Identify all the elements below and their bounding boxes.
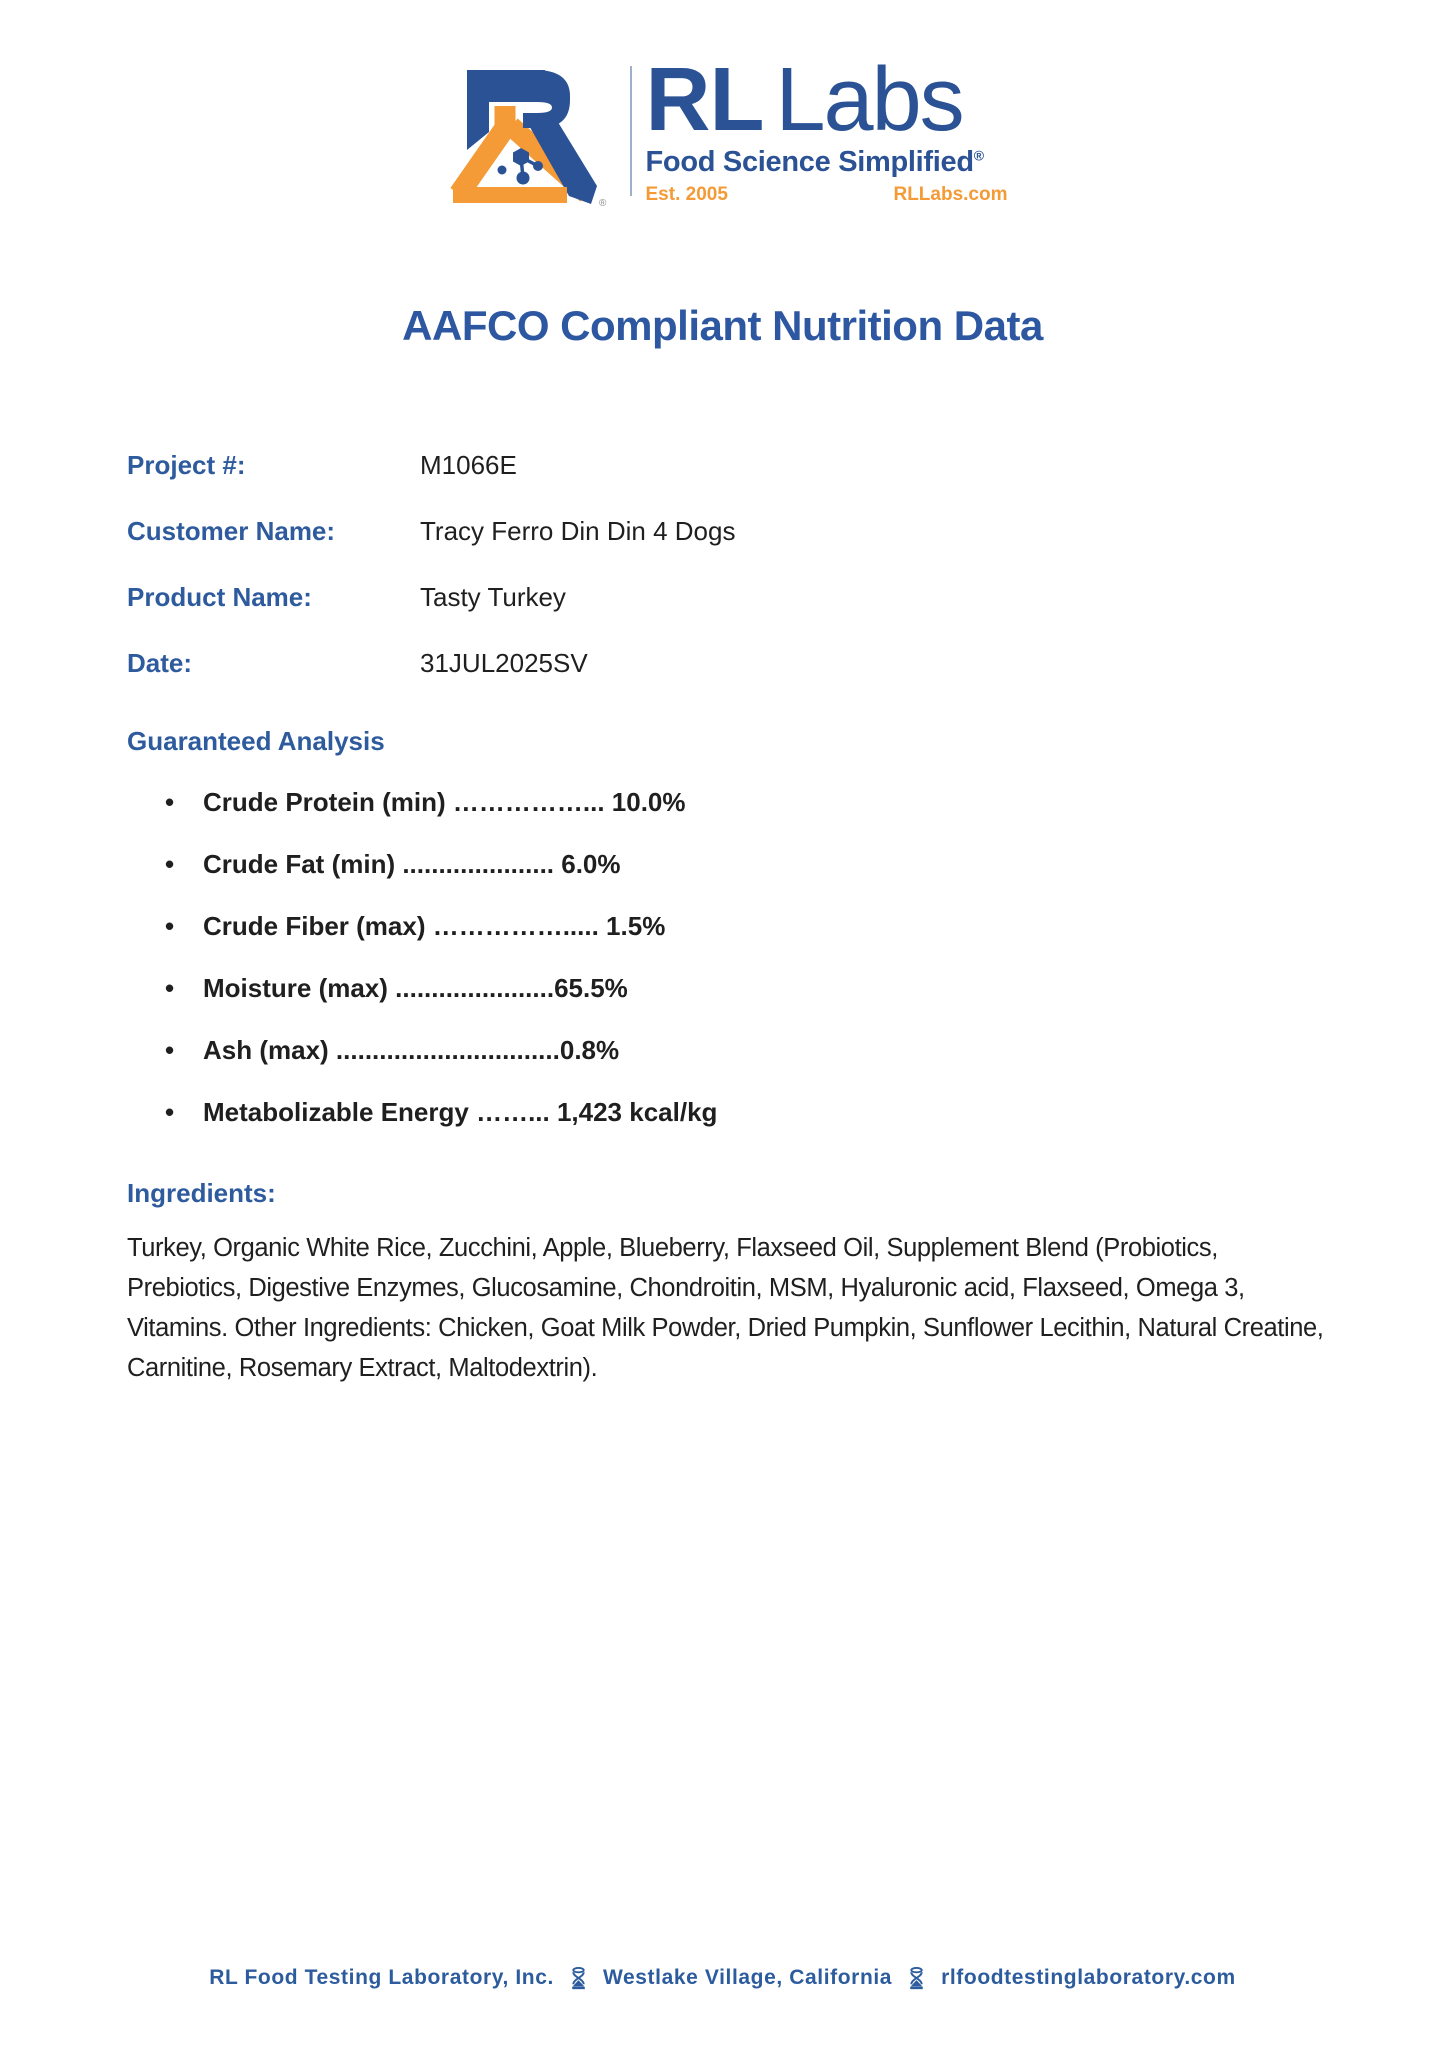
- footer-company: RL Food Testing Laboratory, Inc.: [209, 1966, 554, 1989]
- field-row-customer-name: [127, 514, 1318, 548]
- field-value: M1066E: [420, 450, 517, 480]
- list-item: [165, 848, 1445, 880]
- field-row-project-number: [127, 448, 1318, 482]
- bullet-icon: •: [165, 973, 175, 1003]
- ga-item-text: Crude Fat (min) ..................... 6.0%: [203, 849, 621, 879]
- list-item: [165, 910, 1445, 942]
- logo-header: [0, 0, 1445, 216]
- ga-item-text: Crude Fiber (max) ……………..... 1.5%: [203, 911, 666, 941]
- guaranteed-analysis-list: [165, 786, 1445, 1128]
- brand-name: [645, 50, 1008, 150]
- page-footer: [0, 1966, 1445, 1990]
- section-heading-ingredients: Ingredients:: [127, 1178, 276, 1208]
- field-label: Product Name:: [127, 582, 312, 612]
- hourglass-separator-icon: [570, 1967, 587, 1990]
- logo-wordmark: [645, 50, 1008, 206]
- registered-mark: ®: [973, 147, 984, 164]
- list-item: [165, 972, 1445, 1004]
- field-value: Tracy Ferro Din Din 4 Dogs: [420, 516, 736, 546]
- brand-labs: Labs: [775, 50, 963, 150]
- brand-rl: RL: [645, 50, 764, 150]
- brand-meta-row: [646, 184, 1008, 206]
- field-value: Tasty Turkey: [420, 582, 566, 612]
- page-title: AAFCO Compliant Nutrition Data: [402, 302, 1043, 349]
- field-value: 31JUL2025SV: [420, 648, 588, 678]
- bullet-icon: •: [165, 1035, 175, 1065]
- bullet-icon: •: [165, 1097, 175, 1127]
- field-label: Customer Name:: [127, 516, 336, 546]
- footer-location: Westlake Village, California: [602, 1966, 893, 1989]
- list-item: [165, 1096, 1445, 1128]
- list-item: [165, 1034, 1445, 1066]
- bullet-icon: •: [165, 787, 175, 817]
- list-item: [165, 786, 1445, 818]
- ga-item-text: Metabolizable Energy ……... 1,423 kcal/kg: [203, 1097, 718, 1127]
- section-heading-guaranteed-analysis: Guaranteed Analysis: [127, 726, 385, 756]
- ga-item-text: Crude Protein (min) ……………... 10.0%: [203, 787, 686, 817]
- rl-labs-flask-logo-icon: [438, 56, 620, 216]
- field-row-product-name: [127, 580, 1318, 614]
- field-row-date: [127, 646, 1318, 680]
- project-info-section: [127, 448, 1318, 680]
- registered-mark-logo: ®: [598, 198, 606, 209]
- established-label: Est. 2005: [645, 184, 728, 205]
- field-label: Project #:: [127, 450, 246, 480]
- brand-website: RLLabs.com: [893, 184, 1008, 205]
- bullet-icon: •: [165, 911, 175, 941]
- ga-item-text: Ash (max) ...............................0.8%: [203, 1035, 620, 1065]
- hourglass-separator-icon: [908, 1967, 925, 1990]
- field-label: Date:: [127, 648, 193, 678]
- footer-website: rlfoodtestinglaboratory.com: [941, 1966, 1236, 1989]
- ingredients-paragraph: Turkey, Organic White Rice, Zucchini, Apple, Blueberry, Flaxseed Oil, Supplement Blend (Probiotics, Prebiotics, Digestive Enzymes, Glucosamine, Chondroitin, MSM, Hyaluronic acid, Flaxseed, Omega 3, Vitamins. Other Ingredients: Chicken, Goat Milk Powder, Dried Pumpkin, Sunflower Lecithin, Natural Creatine, Carnitine, Rosemary Extract, Maltodextrin).: [127, 1234, 1324, 1382]
- ga-item-text: Moisture (max) ......................65.5%: [203, 973, 628, 1003]
- bullet-icon: •: [165, 849, 175, 879]
- logo-divider-line: [630, 66, 632, 196]
- brand-tagline: Food Science Simplified®: [645, 146, 984, 178]
